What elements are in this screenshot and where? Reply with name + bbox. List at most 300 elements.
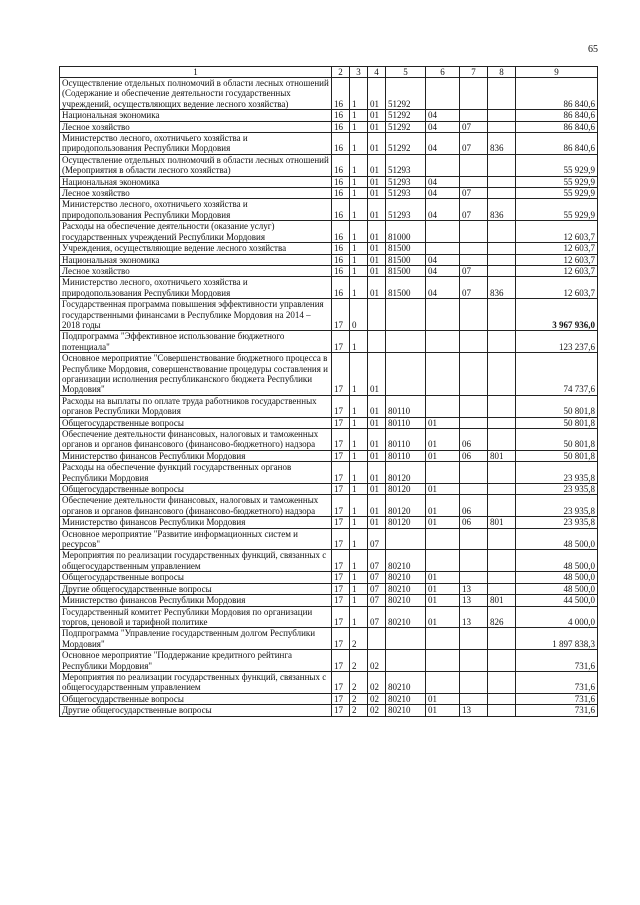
row-code-7 — [460, 299, 488, 331]
row-code-6 — [426, 243, 460, 254]
row-code-4: 01 — [368, 254, 386, 265]
table-row — [60, 254, 598, 265]
row-description: Министерство лесного, охотничьего хозяйства и природопользования Республики Мордовия — [60, 277, 332, 299]
row-code-5: 81000 — [386, 221, 426, 243]
row-code-5: 80210 — [386, 606, 426, 628]
row-amount: 4 000,0 — [516, 606, 598, 628]
row-code-7 — [460, 254, 488, 265]
row-code-8 — [488, 693, 516, 704]
row-code-7: 07 — [460, 121, 488, 132]
row-code-5: 51293 — [386, 176, 426, 187]
column-header-7: 7 — [460, 67, 488, 78]
row-code-8 — [488, 221, 516, 243]
table-row — [60, 78, 598, 110]
row-code-4: 01 — [368, 277, 386, 299]
row-amount: 12 603,7 — [516, 277, 598, 299]
row-code-3: 1 — [350, 595, 368, 606]
row-code-3: 1 — [350, 450, 368, 461]
row-code-5: 51293 — [386, 154, 426, 176]
row-code-7 — [460, 528, 488, 550]
table-row — [60, 221, 598, 243]
row-description: Основное мероприятие "Поддержание кредитного рейтинга Республики Мордовия" — [60, 650, 332, 672]
row-code-7: 07 — [460, 133, 488, 155]
row-code-8 — [488, 495, 516, 517]
row-code-6 — [426, 299, 460, 331]
row-code-8: 836 — [488, 133, 516, 155]
row-code-2: 17 — [332, 395, 350, 417]
row-code-5: 80110 — [386, 395, 426, 417]
row-description: Министерство финансов Республики Мордовия — [60, 595, 332, 606]
row-code-7 — [460, 176, 488, 187]
row-amount: 48 500,0 — [516, 550, 598, 572]
row-code-8 — [488, 154, 516, 176]
row-code-5: 80110 — [386, 417, 426, 428]
row-code-4: 01 — [368, 517, 386, 528]
row-code-8: 836 — [488, 277, 516, 299]
row-description: Лесное хозяйство — [60, 265, 332, 276]
row-code-3: 1 — [350, 462, 368, 484]
row-code-5: 51292 — [386, 121, 426, 132]
row-code-3: 1 — [350, 188, 368, 199]
row-code-7: 06 — [460, 450, 488, 461]
row-code-2: 16 — [332, 188, 350, 199]
row-code-2: 17 — [332, 462, 350, 484]
row-code-3: 1 — [350, 528, 368, 550]
table-row — [60, 199, 598, 221]
table-row — [60, 650, 598, 672]
table-row — [60, 154, 598, 176]
row-amount: 731,6 — [516, 705, 598, 716]
table-body — [60, 78, 598, 717]
row-code-4: 01 — [368, 176, 386, 187]
row-code-5: 80120 — [386, 484, 426, 495]
row-code-8: 826 — [488, 606, 516, 628]
row-description: Национальная экономика — [60, 110, 332, 121]
row-code-6: 04 — [426, 176, 460, 187]
table-row — [60, 277, 598, 299]
table-row — [60, 606, 598, 628]
row-amount: 55 929,9 — [516, 199, 598, 221]
table-row — [60, 705, 598, 716]
row-description: Лесное хозяйство — [60, 188, 332, 199]
column-header-1: 1 — [60, 67, 332, 78]
row-code-3: 1 — [350, 199, 368, 221]
row-code-2: 16 — [332, 221, 350, 243]
row-code-7 — [460, 550, 488, 572]
row-code-8: 801 — [488, 450, 516, 461]
row-code-3: 2 — [350, 705, 368, 716]
row-code-6: 01 — [426, 583, 460, 594]
row-code-6 — [426, 154, 460, 176]
row-code-4: 01 — [368, 188, 386, 199]
row-amount: 48 500,0 — [516, 572, 598, 583]
row-code-4: 01 — [368, 199, 386, 221]
row-code-5: 80110 — [386, 429, 426, 451]
row-code-2: 17 — [332, 331, 350, 353]
header-row — [60, 67, 598, 78]
row-code-5: 51292 — [386, 133, 426, 155]
row-code-5: 51293 — [386, 199, 426, 221]
row-code-6: 04 — [426, 133, 460, 155]
row-code-8: 801 — [488, 595, 516, 606]
table-row — [60, 484, 598, 495]
row-code-5: 80210 — [386, 550, 426, 572]
row-code-8 — [488, 462, 516, 484]
row-code-3: 1 — [350, 133, 368, 155]
row-amount: 1 897 838,3 — [516, 628, 598, 650]
row-code-3: 1 — [350, 606, 368, 628]
row-code-7: 06 — [460, 517, 488, 528]
row-code-2: 16 — [332, 78, 350, 110]
row-description: Расходы на выплаты по оплате труда работников государственных органов Республики Мордовия — [60, 395, 332, 417]
row-code-2: 16 — [332, 133, 350, 155]
row-code-3: 1 — [350, 517, 368, 528]
row-code-6: 01 — [426, 484, 460, 495]
row-description: Расходы на обеспечение деятельности (оказание услуг) государственных учреждений Республики Мордовия — [60, 221, 332, 243]
row-code-4: 02 — [368, 693, 386, 704]
row-code-3: 1 — [350, 243, 368, 254]
row-amount: 50 801,8 — [516, 417, 598, 428]
table-row — [60, 331, 598, 353]
row-description: Основное мероприятие "Совершенствование бюджетного процесса в Республике Мордовия, совершенствование процедуры составления и организации исполнения республиканского бюджета Республики Мордовия" — [60, 353, 332, 396]
table-row — [60, 462, 598, 484]
table-row — [60, 693, 598, 704]
table-row — [60, 429, 598, 451]
row-code-4: 07 — [368, 583, 386, 594]
row-code-6: 04 — [426, 188, 460, 199]
row-description: Национальная экономика — [60, 254, 332, 265]
row-amount: 74 737,6 — [516, 353, 598, 396]
row-description: Обеспечение деятельности финансовых, налоговых и таможенных органов и органов финансового (финансово-бюджетного) надзора — [60, 429, 332, 451]
table-row — [60, 417, 598, 428]
row-code-4: 01 — [368, 395, 386, 417]
row-amount: 731,6 — [516, 650, 598, 672]
row-code-5: 80210 — [386, 595, 426, 606]
row-code-4: 01 — [368, 78, 386, 110]
row-code-6 — [426, 650, 460, 672]
row-code-5 — [386, 650, 426, 672]
row-code-7 — [460, 671, 488, 693]
row-amount: 86 840,6 — [516, 78, 598, 110]
table-row — [60, 528, 598, 550]
row-code-4: 01 — [368, 417, 386, 428]
row-code-7 — [460, 462, 488, 484]
row-code-5: 80210 — [386, 572, 426, 583]
row-amount: 50 801,8 — [516, 429, 598, 451]
table-row — [60, 188, 598, 199]
row-code-2: 17 — [332, 495, 350, 517]
row-code-3: 1 — [350, 254, 368, 265]
row-code-8 — [488, 78, 516, 110]
row-code-2: 16 — [332, 154, 350, 176]
row-code-5: 80210 — [386, 583, 426, 594]
row-code-7: 13 — [460, 606, 488, 628]
row-code-8 — [488, 353, 516, 396]
row-code-3: 2 — [350, 693, 368, 704]
row-code-7 — [460, 221, 488, 243]
row-amount: 50 801,8 — [516, 450, 598, 461]
table-row — [60, 628, 598, 650]
row-amount: 23 935,8 — [516, 484, 598, 495]
row-code-2: 17 — [332, 628, 350, 650]
row-code-4: 01 — [368, 121, 386, 132]
column-header-6: 6 — [426, 67, 460, 78]
page-number: 65 — [588, 44, 598, 55]
row-code-4: 02 — [368, 650, 386, 672]
row-code-2: 17 — [332, 693, 350, 704]
row-code-7 — [460, 650, 488, 672]
row-amount: 55 929,9 — [516, 188, 598, 199]
column-header-5: 5 — [386, 67, 426, 78]
row-code-3: 1 — [350, 572, 368, 583]
row-code-6 — [426, 550, 460, 572]
row-description: Министерство лесного, охотничьего хозяйства и природопользования Республики Мордовия — [60, 133, 332, 155]
row-description: Мероприятия по реализации государственных функций, связанных с общегосударственным управлением — [60, 671, 332, 693]
row-description: Общегосударственные вопросы — [60, 417, 332, 428]
row-code-6 — [426, 528, 460, 550]
row-code-3: 1 — [350, 277, 368, 299]
row-code-5: 81500 — [386, 243, 426, 254]
table-row — [60, 450, 598, 461]
row-code-8 — [488, 121, 516, 132]
row-amount: 731,6 — [516, 671, 598, 693]
row-code-4: 01 — [368, 133, 386, 155]
row-code-8: 836 — [488, 199, 516, 221]
row-amount: 44 500,0 — [516, 595, 598, 606]
row-code-3: 1 — [350, 583, 368, 594]
row-code-2: 16 — [332, 121, 350, 132]
row-code-2: 16 — [332, 254, 350, 265]
row-amount: 12 603,7 — [516, 221, 598, 243]
table-row — [60, 495, 598, 517]
row-code-6 — [426, 78, 460, 110]
column-header-8: 8 — [488, 67, 516, 78]
row-amount: 55 929,9 — [516, 176, 598, 187]
row-code-7: 07 — [460, 188, 488, 199]
row-code-4: 01 — [368, 450, 386, 461]
row-code-3: 1 — [350, 429, 368, 451]
row-code-6: 04 — [426, 265, 460, 276]
row-code-6 — [426, 395, 460, 417]
row-code-3: 1 — [350, 221, 368, 243]
row-code-6: 01 — [426, 429, 460, 451]
row-code-4 — [368, 331, 386, 353]
row-description: Национальная экономика — [60, 176, 332, 187]
row-code-7 — [460, 154, 488, 176]
row-code-2: 17 — [332, 299, 350, 331]
row-code-2: 16 — [332, 199, 350, 221]
row-description: Основное мероприятие "Развитие информационных систем и ресурсов" — [60, 528, 332, 550]
row-code-8 — [488, 628, 516, 650]
table-row — [60, 110, 598, 121]
row-code-4: 02 — [368, 671, 386, 693]
row-code-3: 1 — [350, 265, 368, 276]
row-amount: 3 967 936,0 — [516, 299, 598, 331]
row-code-2: 17 — [332, 429, 350, 451]
row-code-2: 17 — [332, 417, 350, 428]
row-description: Учреждения, осуществляющие ведение лесного хозяйства — [60, 243, 332, 254]
row-code-2: 17 — [332, 572, 350, 583]
row-code-6: 04 — [426, 121, 460, 132]
row-code-8: 801 — [488, 517, 516, 528]
row-description: Лесное хозяйство — [60, 121, 332, 132]
row-code-6: 01 — [426, 450, 460, 461]
row-code-3: 1 — [350, 176, 368, 187]
row-code-3: 1 — [350, 78, 368, 110]
row-code-2: 17 — [332, 353, 350, 396]
row-description: Другие общегосударственные вопросы — [60, 583, 332, 594]
row-code-3: 1 — [350, 484, 368, 495]
table-row — [60, 671, 598, 693]
row-code-4: 01 — [368, 110, 386, 121]
table-row — [60, 517, 598, 528]
row-amount: 86 840,6 — [516, 133, 598, 155]
row-code-2: 16 — [332, 265, 350, 276]
column-header-4: 4 — [368, 67, 386, 78]
row-description: Мероприятия по реализации государственных функций, связанных с общегосударственным управлением — [60, 550, 332, 572]
table-row — [60, 133, 598, 155]
row-amount: 48 500,0 — [516, 583, 598, 594]
row-code-6: 01 — [426, 517, 460, 528]
row-code-4: 01 — [368, 429, 386, 451]
row-code-5: 81500 — [386, 277, 426, 299]
row-code-6 — [426, 671, 460, 693]
row-code-8 — [488, 572, 516, 583]
row-code-8 — [488, 705, 516, 716]
row-description: Подпрограмма "Эффективное использование бюджетного потенциала" — [60, 331, 332, 353]
row-code-2: 17 — [332, 595, 350, 606]
row-code-2: 16 — [332, 110, 350, 121]
row-description: Общегосударственные вопросы — [60, 693, 332, 704]
row-code-4: 01 — [368, 243, 386, 254]
row-description: Государственная программа повышения эффективности управления государственными финансами в Республике Мордовия на 2014 – 2018 годы — [60, 299, 332, 331]
row-amount: 86 840,6 — [516, 121, 598, 132]
row-code-3: 2 — [350, 671, 368, 693]
row-description: Министерство лесного, охотничьего хозяйства и природопользования Республики Мордовия — [60, 199, 332, 221]
row-code-8 — [488, 110, 516, 121]
row-amount: 12 603,7 — [516, 243, 598, 254]
row-description: Расходы на обеспечение функций государственных органов Республики Мордовия — [60, 462, 332, 484]
row-code-6: 01 — [426, 606, 460, 628]
row-code-7 — [460, 395, 488, 417]
row-code-4: 07 — [368, 550, 386, 572]
row-code-7 — [460, 572, 488, 583]
row-code-7 — [460, 78, 488, 110]
table-row — [60, 176, 598, 187]
row-code-3: 1 — [350, 121, 368, 132]
row-code-7: 06 — [460, 429, 488, 451]
row-code-6 — [426, 331, 460, 353]
table-row — [60, 595, 598, 606]
row-code-6: 01 — [426, 693, 460, 704]
row-code-8 — [488, 176, 516, 187]
row-code-3: 1 — [350, 110, 368, 121]
row-code-4: 07 — [368, 606, 386, 628]
row-code-5: 80120 — [386, 517, 426, 528]
row-code-5: 81500 — [386, 265, 426, 276]
row-amount: 48 500,0 — [516, 528, 598, 550]
row-code-5: 81500 — [386, 254, 426, 265]
row-code-6: 01 — [426, 495, 460, 517]
row-code-5: 51292 — [386, 78, 426, 110]
row-code-2: 17 — [332, 550, 350, 572]
table-row — [60, 572, 598, 583]
row-description: Государственный комитет Республики Мордовия по организации торгов, ценовой и тарифной политике — [60, 606, 332, 628]
row-code-8 — [488, 188, 516, 199]
table-row — [60, 353, 598, 396]
row-amount: 731,6 — [516, 693, 598, 704]
row-description: Осуществление отдельных полномочий в области лесных отношений (Мероприятия в области лесного хозяйства) — [60, 154, 332, 176]
row-code-3: 0 — [350, 299, 368, 331]
row-code-6: 04 — [426, 254, 460, 265]
row-code-4 — [368, 628, 386, 650]
row-code-5 — [386, 628, 426, 650]
row-code-7: 13 — [460, 583, 488, 594]
row-code-5: 51293 — [386, 188, 426, 199]
row-code-8 — [488, 299, 516, 331]
row-description: Министерство финансов Республики Мордовия — [60, 450, 332, 461]
row-code-8 — [488, 550, 516, 572]
row-code-5: 80210 — [386, 693, 426, 704]
row-code-7: 07 — [460, 265, 488, 276]
row-amount: 86 840,6 — [516, 110, 598, 121]
row-code-7: 13 — [460, 705, 488, 716]
row-code-2: 17 — [332, 450, 350, 461]
row-code-2: 17 — [332, 606, 350, 628]
row-code-7 — [460, 693, 488, 704]
row-code-4: 01 — [368, 484, 386, 495]
row-amount: 23 935,8 — [516, 462, 598, 484]
row-amount: 55 929,9 — [516, 154, 598, 176]
row-code-7 — [460, 353, 488, 396]
row-code-5: 51292 — [386, 110, 426, 121]
column-header-3: 3 — [350, 67, 368, 78]
table-row — [60, 121, 598, 132]
row-code-3: 1 — [350, 395, 368, 417]
budget-table — [59, 66, 598, 717]
row-code-4: 07 — [368, 572, 386, 583]
row-description: Обеспечение деятельности финансовых, налоговых и таможенных органов и органов финансового (финансово-бюджетного) надзора — [60, 495, 332, 517]
row-amount: 23 935,8 — [516, 517, 598, 528]
row-code-2: 16 — [332, 243, 350, 254]
row-code-5 — [386, 299, 426, 331]
row-code-4: 01 — [368, 154, 386, 176]
row-code-7 — [460, 484, 488, 495]
row-code-2: 17 — [332, 583, 350, 594]
row-code-7 — [460, 331, 488, 353]
row-code-6: 04 — [426, 110, 460, 121]
row-code-3: 2 — [350, 628, 368, 650]
row-code-4: 01 — [368, 353, 386, 396]
row-code-4: 02 — [368, 705, 386, 716]
row-code-2: 16 — [332, 176, 350, 187]
row-code-5 — [386, 353, 426, 396]
table-row — [60, 395, 598, 417]
row-code-6 — [426, 462, 460, 484]
row-code-7: 06 — [460, 495, 488, 517]
row-code-8 — [488, 265, 516, 276]
row-code-6: 04 — [426, 199, 460, 221]
row-code-4: 01 — [368, 265, 386, 276]
row-code-6 — [426, 221, 460, 243]
row-code-4: 01 — [368, 495, 386, 517]
row-code-2: 17 — [332, 650, 350, 672]
row-code-8 — [488, 650, 516, 672]
table-row — [60, 550, 598, 572]
row-code-7 — [460, 243, 488, 254]
row-code-6: 01 — [426, 572, 460, 583]
row-code-2: 17 — [332, 705, 350, 716]
